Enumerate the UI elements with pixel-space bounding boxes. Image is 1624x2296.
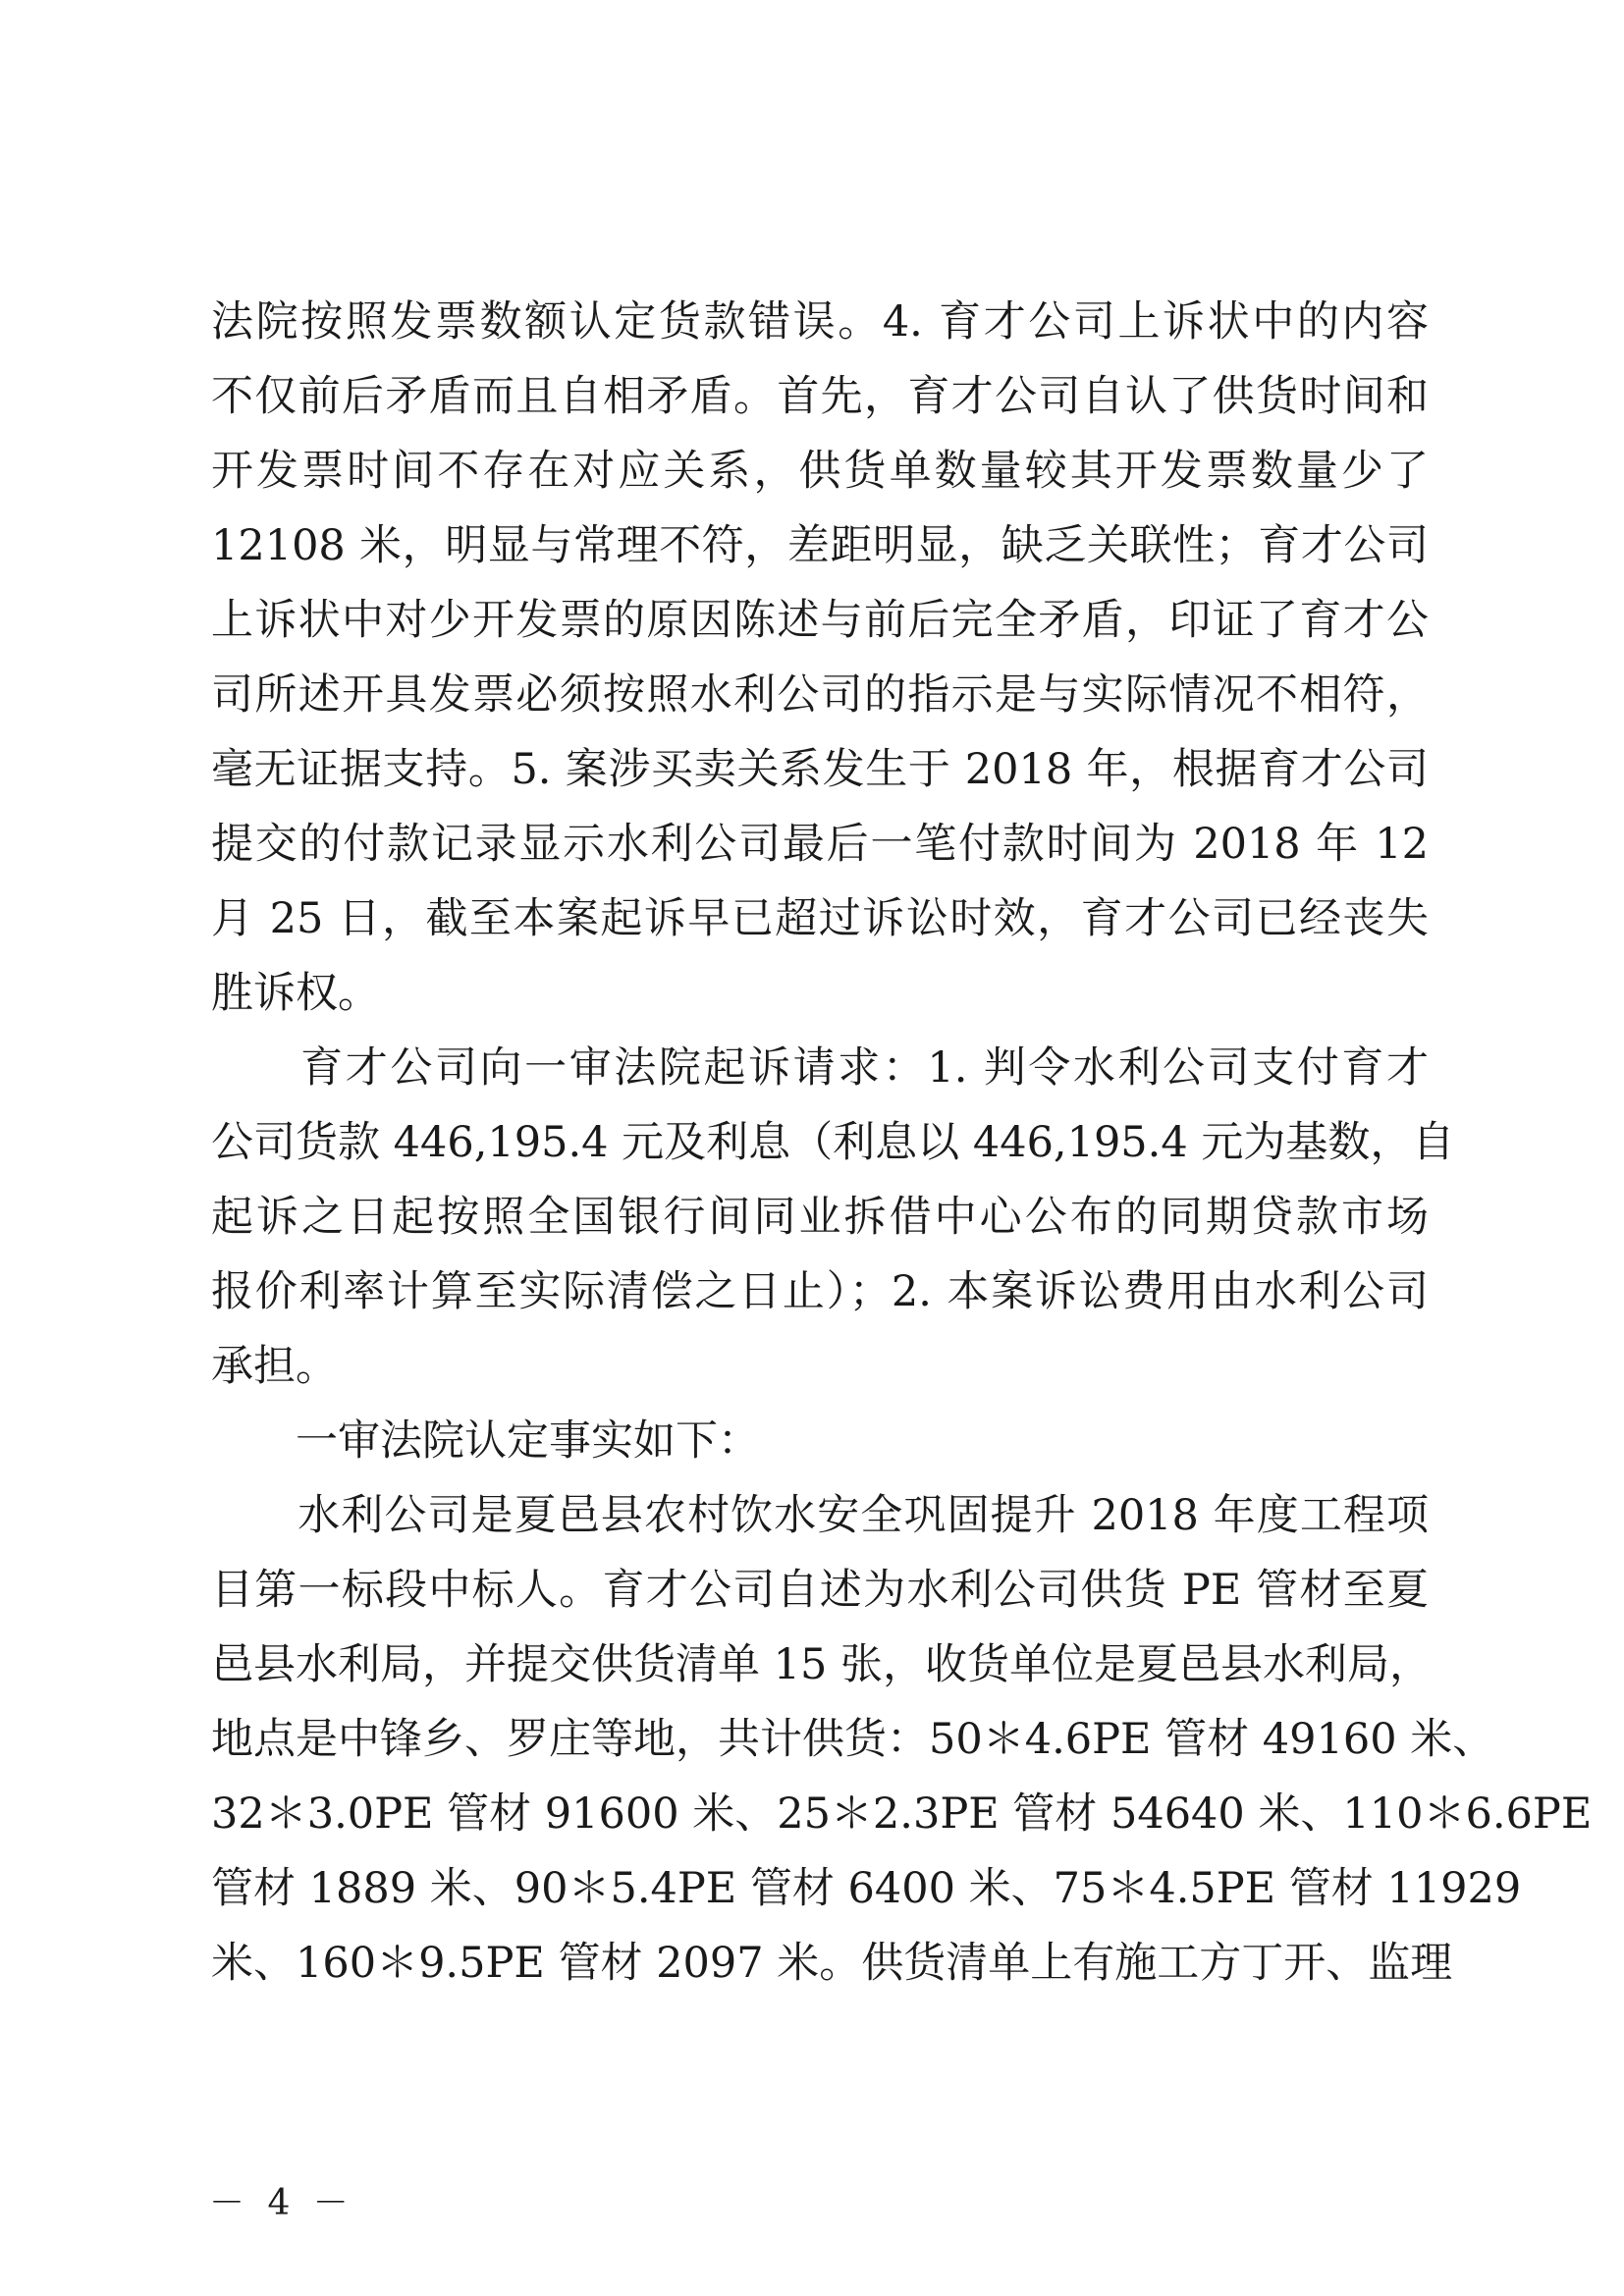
text-line: 一审法院认定事实如下： xyxy=(211,1416,760,1466)
text-line: 12108 米，明显与常理不符，差距明显，缺乏关联性；育才公司 xyxy=(211,521,1429,570)
text-line: 承担。 xyxy=(211,1342,338,1391)
text-line: 目第一标段中标人。育才公司自述为水利公司供货 PE 管材至夏 xyxy=(211,1566,1429,1615)
text-line: 公司货款 446,195.4 元及利息（利息以 446,195.4 元为基数，自 xyxy=(211,1118,1455,1167)
text-line: 上诉状中对少开发票的原因陈述与前后完全矛盾，印证了育才公 xyxy=(211,596,1429,645)
text-line: 毫无证据支持。5. 案涉买卖关系发生于 2018 年，根据育才公司 xyxy=(211,745,1429,794)
text-line: 起诉之日起按照全国银行间同业拆借中心公布的同期贷款市场 xyxy=(211,1193,1429,1242)
text-line: 不仅前后矛盾而且自相矛盾。首先，育才公司自认了供货时间和 xyxy=(211,372,1429,421)
text-line: 管材 1889 米、90＊5.4PE 管材 6400 米、75＊4.5PE 管材 11929 xyxy=(211,1864,1522,1913)
text-line: 32＊3.0PE 管材 91600 米、25＊2.3PE 管材 54640 米、110＊6.6PE xyxy=(211,1789,1593,1839)
text-line: 开发票时间不存在对应关系，供货单数量较其开发票数量少了 xyxy=(211,447,1429,496)
text-line: 胜诉权。 xyxy=(211,969,380,1018)
text-line: 报价利率计算至实际清偿之日止）；2. 本案诉讼费用由水利公司 xyxy=(211,1267,1429,1316)
text-line: 育才公司向一审法院起诉请求：1. 判令水利公司支付育才 xyxy=(211,1043,1429,1093)
text-line: 米、160＊9.5PE 管材 2097 米。供货清单上有施工方丁开、监理 xyxy=(211,1939,1453,1988)
text-line: 水利公司是夏邑县农村饮水安全巩固提升 2018 年度工程项 xyxy=(211,1491,1429,1540)
text-line: 提交的付款记录显示水利公司最后一笔付款时间为 2018 年 12 xyxy=(211,820,1429,869)
text-line: 月 25 日，截至本案起诉早已超过诉讼时效，育才公司已经丧失 xyxy=(211,894,1429,943)
text-line: 地点是中锋乡、罗庄等地，共计供货：50＊4.6PE 管材 49160 米、 xyxy=(211,1715,1495,1764)
text-line: 法院按照发票数额认定货款错误。4. 育才公司上诉状中的内容 xyxy=(211,297,1429,347)
text-line: 邑县水利局，并提交供货清单 15 张，收货单位是夏邑县水利局， xyxy=(211,1640,1433,1689)
page-number: － 4 － xyxy=(209,2183,354,2223)
text-line: 司所述开具发票必须按照水利公司的指示是与实际情况不相符， xyxy=(211,670,1429,720)
